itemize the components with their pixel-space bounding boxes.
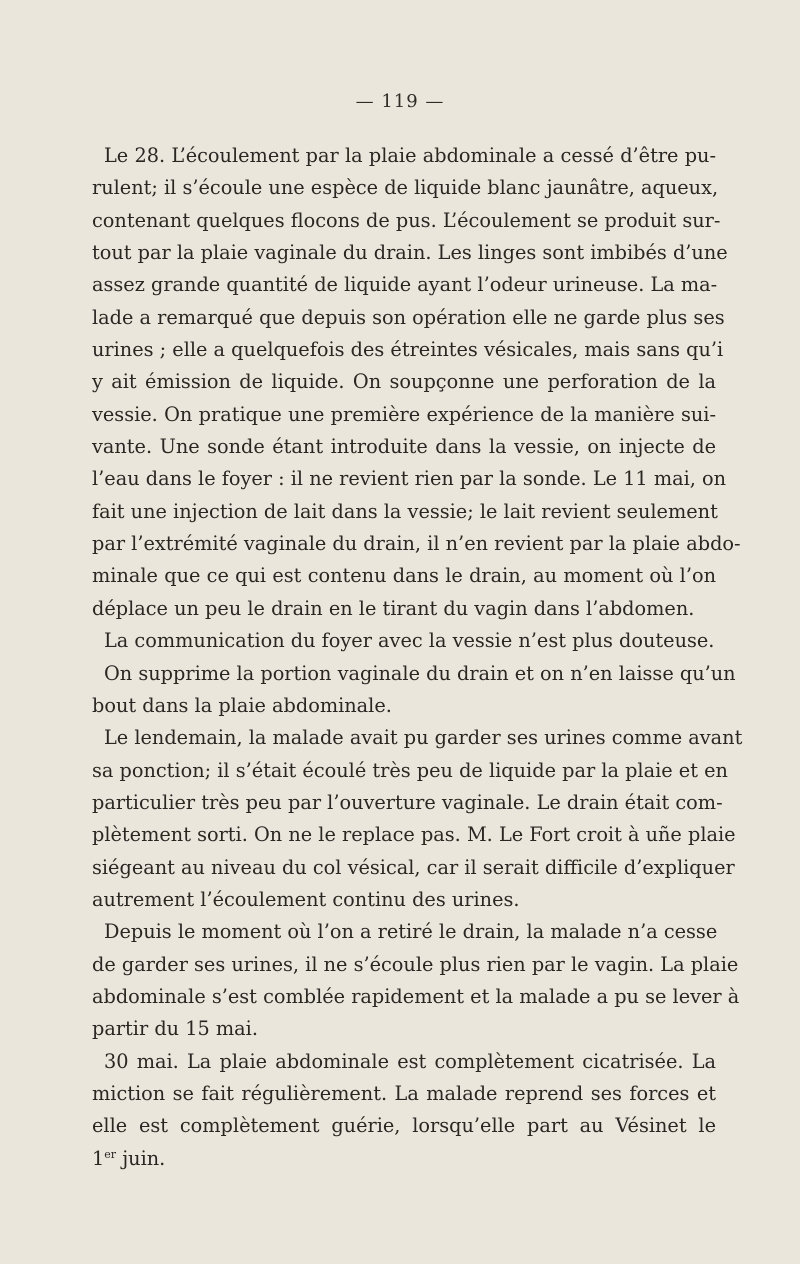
text-line: contenant quelques flocons de pus. L’écoulement se produit sur-	[92, 208, 721, 232]
text-line: lade a remarqué que depuis son opération elle ne garde plus ses	[92, 305, 725, 329]
text-line: abdominale s’est comblée rapidement et la malade a pu se lever à	[92, 984, 740, 1008]
text-line: tout par la plaie vaginale du drain. Les linges sont imbibés d’une	[92, 241, 728, 265]
text-line: urines ; elle a quelquefois des étreintes vésicales, mais sans qu’i	[92, 338, 724, 362]
text-line: bout dans la plaie abdominale.	[92, 693, 392, 717]
text-line-last	[92, 1143, 716, 1175]
text-line: sa ponction; il s’était écoulé très peu de liquide par la plaie et en	[92, 758, 728, 782]
text-line: partir du 15 mai.	[92, 1017, 258, 1041]
text-line: 30 mai. La plaie abdominale est complètement cicatrisée. La	[104, 1049, 716, 1073]
text-line: assez grande quantité de liquide ayant l’odeur urineuse. La ma-	[92, 273, 718, 297]
text-line: fait une injection de lait dans la vessie; le lait revient seulement	[92, 499, 718, 523]
text-line: par l’extrémité vaginale du drain, il n’en revient par la plaie abdo-	[92, 532, 741, 556]
text-line: Depuis le moment où l’on a retiré le drain, la malade n’a cesse	[104, 920, 718, 944]
text-line: vessie. On pratique une première expérience de la manière sui-	[92, 402, 716, 426]
text-line: minale que ce qui est contenu dans le drain, au moment où l’on	[92, 564, 716, 588]
text-line: y ait émission de liquide. On soupçonne une perforation de la	[92, 370, 716, 394]
text-line: déplace un peu le drain en le tirant du vagin dans l’abdomen.	[92, 596, 695, 620]
text-line: elle est complètement guérie, lorsqu’elle part au Vésinet le	[92, 1114, 716, 1138]
text-line: particulier très peu par l’ouverture vaginale. Le drain était com-	[92, 790, 723, 814]
ordinal-superscript: er	[104, 1147, 117, 1161]
day-number: 1	[92, 1146, 105, 1170]
text-line: rulent; il s’écoule une espèce de liquide blanc jaunâtre, aqueux,	[92, 176, 719, 200]
body-text	[92, 140, 743, 1175]
text-line: On supprime la portion vaginale du drain et on n’en laisse qu’un	[104, 661, 736, 685]
page-number: — 119 —	[355, 91, 445, 112]
month-text: juin.	[116, 1146, 166, 1170]
text-line: vante. Une sonde étant introduite dans la vessie, on injecte de	[92, 435, 716, 459]
text-line: l’eau dans le foyer : il ne revient rien par la sonde. Le 11 mai, on	[92, 467, 727, 491]
text-line: Le lendemain, la malade avait pu garder ses urines comme avant	[104, 726, 743, 750]
text-line: de garder ses urines, il ne s’écoule plus rien par le vagin. La plaie	[92, 952, 739, 976]
text-line: Le 28. L’écoulement par la plaie abdominale a cessé d’être pu-	[104, 144, 716, 167]
text-line: siégeant au niveau du col vésical, car il serait difficile d’expliquer	[92, 855, 735, 879]
text-line: plètement sorti. On ne le replace pas. M. Le Fort croit à uñe plaie	[92, 823, 736, 847]
text-line: autrement l’écoulement continu des urines.	[92, 887, 520, 911]
text-line: miction se fait régulièrement. La malade reprend ses forces et	[92, 1081, 716, 1105]
text-line: La communication du foyer avec la vessie n’est plus douteuse.	[104, 629, 715, 653]
